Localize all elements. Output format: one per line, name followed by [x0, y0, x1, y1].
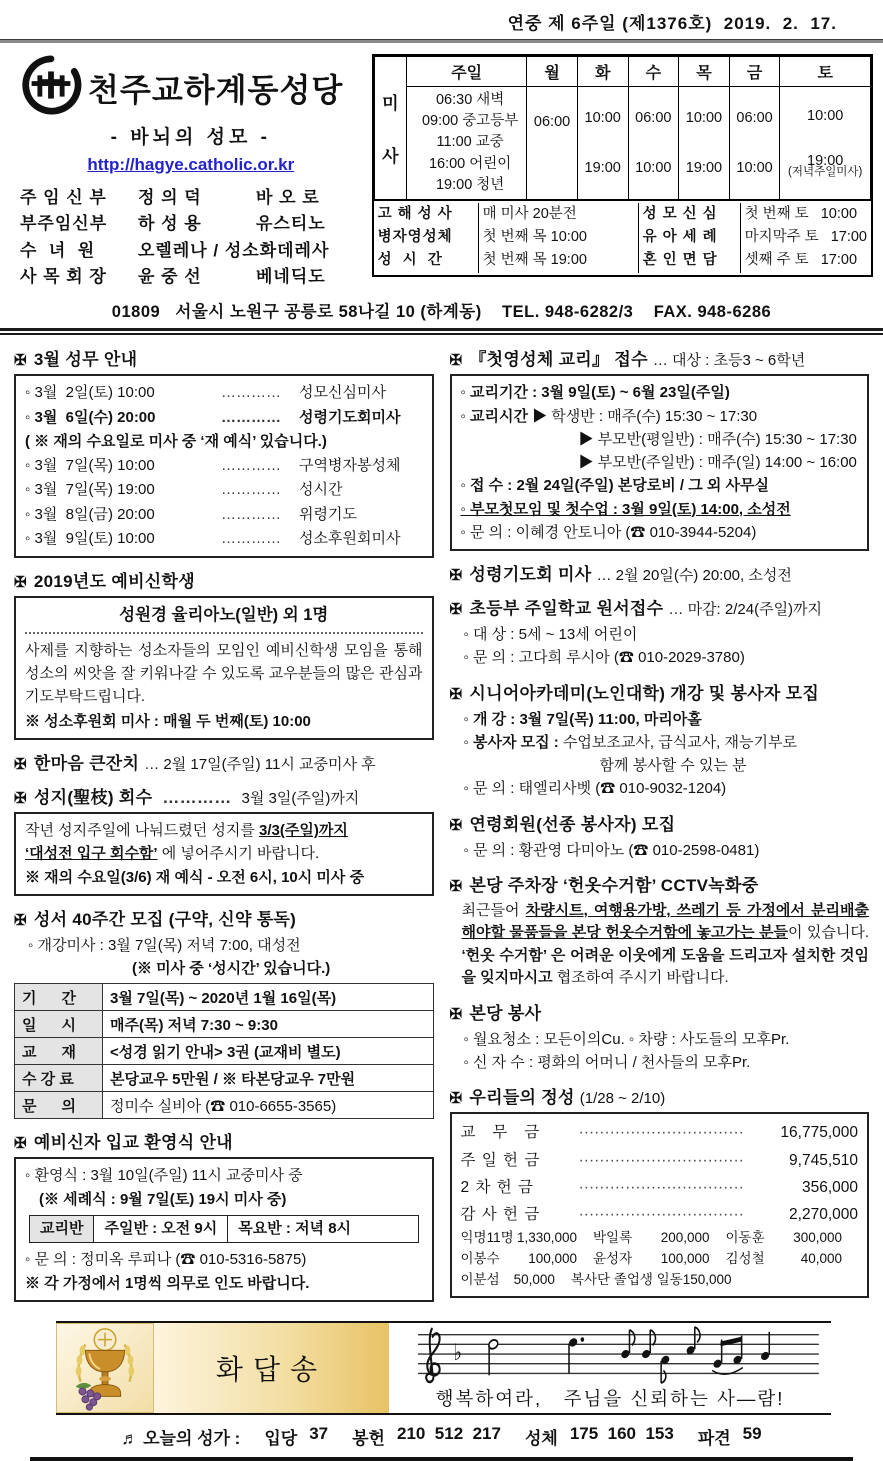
- palm-note: ※ 재의 수요일(3/6) 재 예식 - 오전 6시, 10시 미사 중: [25, 868, 365, 886]
- table-row: 문 의 정미수 실비아 (☎ 010-6655-3565): [15, 1092, 434, 1119]
- schedule-row: ◦ 3월 8일(금) 20:00 ………… 위령기도: [25, 505, 357, 523]
- staff-row: 수 녀 원 오렐레나 / 성소화데레사: [20, 240, 330, 260]
- day-header: 월: [527, 57, 578, 87]
- staff-row: 부주임신부 하 성 용 유스티노: [20, 214, 326, 234]
- welcome-box: [14, 1157, 434, 1302]
- seminarian-name: 성원경 율리아노(일반) 외 1명: [25, 603, 423, 634]
- section-bible40: [14, 905, 434, 1120]
- weekday-times: 10:00 19:00: [577, 87, 628, 200]
- donor-row: 익명11명 1,330,000 박일록 200,000 이동훈 300,000: [460, 1229, 842, 1245]
- table-row: 일 시 매주(목) 저녁 7:30 ~ 9:30: [15, 1011, 434, 1038]
- section-title: 성지(聖枝) 회수: [33, 788, 153, 808]
- chalice-icon: [56, 1323, 154, 1413]
- schedule-row: ◦ 3월 6일(수) 20:00 ………… 성령기도회미사: [25, 408, 401, 426]
- seminarian-body: 사제를 지향하는 성소자들의 모임인 예비신학생 모임을 통해 성소의 씨앗을 잘 키워나갈 수 있도록 교우분들의 많은 관심과 기도부탁드립니다.: [25, 641, 423, 706]
- section-cross-icon: ✠: [14, 790, 27, 808]
- header: [0, 50, 883, 290]
- fc-contact: ◦ 문 의 : 이혜경 안토니아 (☎ 010-3944-5204): [460, 523, 757, 541]
- section-yeonryeong: [450, 810, 870, 862]
- church-url-link[interactable]: http://hagye.catholic.or.kr: [87, 155, 295, 174]
- hymn-item: 성체 175 160 153: [524, 1423, 674, 1448]
- section-title: 초등부 주일학교 원서접수: [469, 599, 664, 619]
- section-cross-icon: ✠: [449, 1090, 463, 1108]
- ss-target: ◦ 대 상 : 5세 ~ 13세 어린이: [463, 626, 638, 644]
- section-cross-icon: ✠: [449, 352, 463, 370]
- saturday-times: 10:00 19:00 (저녁주일미사): [780, 87, 871, 200]
- day-header: 금: [729, 57, 780, 87]
- offering-row: 감 사 헌 금 ································ 2,270,000: [460, 1205, 858, 1223]
- section-cross-icon: ✠: [449, 567, 463, 585]
- schedule-row: ◦ 3월 7일(목) 19:00 ………… 성시간: [25, 481, 343, 499]
- section-title: 본당 주차장 ‘헌옷수거함’ CCTV녹화중: [469, 875, 759, 895]
- church-address: 01809 서울시 노원구 공릉로 58나길 10 (하계동) TEL. 948-6282/3 FAX. 948-6286: [111, 303, 772, 322]
- seminarian-box: [14, 596, 434, 740]
- section-title: 연령회원(선종 봉사자) 모집: [469, 814, 676, 834]
- psalm-lyrics: 행복하여라, 주님을 신뢰하는 사―람!: [435, 1387, 785, 1409]
- section-cross-icon: ✠: [14, 574, 27, 592]
- fc-register: ◦ 접 수 : 2월 24일(주일) 본당로비 / 그 외 사무실: [460, 477, 770, 495]
- palm-deadline: 3월 3일(주일)까지: [241, 790, 360, 808]
- section-title: 성서 40주간 모집 (구약, 신약 통독): [33, 909, 297, 929]
- sacrament-row: 성 시 간 첫 번째 목 19:00 혼 인 면 담 셋째 주 토 17:00: [374, 249, 871, 272]
- weekday-times: 10:00 19:00: [679, 87, 730, 200]
- section-title: 『첫영성체 교리』 접수: [469, 350, 648, 370]
- section-title: 시니어아카데미(노인대학) 개강 및 봉사자 모집: [469, 683, 820, 703]
- service-line: ◦ 신 자 수 : 평화의 어머니 / 천사들의 모후Pr.: [463, 1054, 751, 1072]
- fc-first-meeting: ◦ 부모첫모임 및 첫수업 : 3월 9일(토) 14:00, 소성전: [460, 500, 791, 518]
- staff-row: 주 임 신 부 정 의 덕 바 오 로: [20, 188, 320, 207]
- section-cross-icon: ✠: [449, 816, 463, 834]
- table-row: 교 재 <성경 읽기 안내> 3권 (교재비 별도): [15, 1038, 434, 1065]
- offerings-box: [450, 1112, 870, 1297]
- section-spirit-mass: [450, 560, 870, 585]
- first-communion-box: ◦ 교리기간 : 3월 9일(토) ~ 6월 23일(주일) ◦ 교리시간 ▶ 학생반 : 매주(수) 15:30 ~ 17:30 ▶ 부모반(평일반) : 매주(수) 15:30 ~ 17:30 ▶ 부모반(주일반) : 매주(일) 14:00 ~ 16:00 ◦ 접 수 : 2월 24일(주일) 본당로비 / 그 외 사무실 ◦ 부모첫모임 및 첫수업 : 3월 9일(토) 14:00, 소성전 ◦ 문 의 : 이혜경 안토니아 (☎ 010-3944-5204): [450, 374, 870, 551]
- hymn-item: 파견 59: [697, 1423, 762, 1448]
- section-catechumen-welcome: [14, 1128, 434, 1302]
- table-row: 기 간 3월 7일(목) ~ 2020년 1월 16일(목): [15, 984, 434, 1011]
- section-seminarian: [14, 567, 434, 740]
- class-schedule-table: 교리반 주일반 : 오전 9시 목요반 : 저녁 8시: [29, 1215, 419, 1244]
- weekday-times: 06:00 10:00: [628, 87, 679, 200]
- mass-schedule-table: [372, 54, 873, 277]
- service-line: ◦ 월요청소 : 모든이의Cu. ◦ 차량 : 사도들의 모후Pr.: [463, 1030, 790, 1048]
- church-name: 천주교하계동성당: [88, 71, 344, 108]
- section-title: 예비신자 입교 환영식 안내: [33, 1133, 233, 1153]
- section-title: 3월 성무 안내: [33, 350, 138, 370]
- senior-contact: ◦ 문 의 : 태엘리사벳 (☎ 010-9032-1204): [463, 780, 727, 798]
- schedule-note: ( ※ 재의 수요일로 미사 중 ‘재 예식’ 있습니다.): [25, 432, 327, 450]
- cctv-paragraph: 최근들어 차량시트, 여행용가방, 쓰레기 등 가정에서 분리배출 해야할 물품들을 본당 헌옷수거함에 놓고가는 분들이 있습니다. ‘헌옷 수거함’ 은 어려운 이웃에게 도움을 드리고자 설치한 것임을 잊지마시고 협조하여 주시기 바랍니다.: [461, 901, 869, 987]
- sunday-times: 06:30 새벽 09:00 중고등부 11:00 교중 16:00 어린이 19:00 청년: [407, 87, 527, 200]
- section-palm-return: [14, 783, 434, 896]
- church-logo-icon: [20, 54, 82, 121]
- offering-row: 2 차 헌 금 ································ 356,000: [460, 1178, 858, 1196]
- day-header: 주일: [407, 57, 527, 87]
- weekday-times: 06:00 10:00: [729, 87, 780, 200]
- bottom-border: [30, 1457, 853, 1461]
- section-detail: … 대상 : 초등3 ~ 6학년: [652, 352, 806, 370]
- offerings-range: (1/28 ~ 2/10): [579, 1090, 666, 1108]
- schedule-row: ◦ 3월 2일(토) 10:00 ………… 성모신심미사: [25, 384, 386, 402]
- senior-opening: ◦ 개 강 : 3월 7일(목) 11:00, 마리아홀: [463, 710, 702, 728]
- schedule-row: ◦ 3월 9일(토) 10:00 ………… 성소후원회미사: [25, 529, 401, 547]
- music-area: [389, 1323, 831, 1413]
- march-schedule-box: [14, 374, 434, 558]
- bible40-opening-mass: ◦ 개강미사 : 3월 7일(목) 저녁 7:00, 대성전: [28, 936, 301, 954]
- sacrament-row: 고 해 성 사 매 미사 20분전 성 모 신 심 첫 번째 토 10:00: [374, 203, 871, 226]
- section-cross-icon: ✠: [449, 601, 463, 619]
- yeonryeong-contact: ◦ 문 의 : 황관영 다미아노 (☎ 010-2598-0481): [463, 841, 760, 859]
- left-column: [14, 345, 434, 1311]
- section-cross-icon: ✠: [14, 352, 27, 370]
- hymn-item: 입당 37: [264, 1423, 329, 1448]
- baptism-date: (※ 세례식 : 9월 7일(토) 19시 미사 중): [39, 1190, 287, 1208]
- todays-hymns: [0, 1415, 883, 1456]
- table-row: 수 강 료 본당교우 5만원 / ※ 타본당교우 7만원: [15, 1065, 434, 1092]
- section-title: 우리들의 정성: [469, 1088, 575, 1108]
- section-senior-academy: ✠ 시니어아카데미(노인대학) 개강 및 봉사자 모집 ◦ 개 강 : 3월 7일(목) 11:00, 마리아홀 ◦ 봉사자 모집 : 수업보조교사, 급식교사, 재능기부로 함께 봉사할 수 있는 분 ◦ 문 의 : 태엘리사벳 (☎ 010-9032-1204): [450, 679, 870, 801]
- dots-leader: …………: [162, 788, 232, 808]
- section-title: 한마음 큰잔치: [33, 754, 140, 774]
- section-parish-service: [450, 999, 870, 1075]
- day-header: 토: [780, 57, 871, 87]
- day-header: 화: [577, 57, 628, 87]
- section-offerings: [450, 1083, 870, 1297]
- issue-line: 연중 제 6주일 (제1376호) 2019. 2. 17.: [507, 14, 837, 33]
- church-block: [20, 54, 362, 290]
- weekday-times: 06:00: [527, 87, 578, 200]
- section-cross-icon: ✠: [449, 685, 463, 703]
- mass-row-label: 미 사: [374, 57, 406, 200]
- section-march-schedule: [14, 345, 434, 558]
- sacrament-info: [374, 200, 871, 275]
- section-first-communion: [450, 345, 870, 551]
- section-title: 성령기도회 미사: [469, 565, 592, 585]
- section-cross-icon: ✠: [449, 877, 463, 895]
- church-subtitle: - 바뇌의 성모 -: [110, 127, 271, 148]
- section-title: 2019년도 예비신학생: [33, 572, 195, 592]
- offering-row: 교 무 금 ································ 16,775,000: [460, 1124, 858, 1142]
- psalm-label: 화답송: [154, 1323, 389, 1413]
- day-header: 목: [679, 57, 730, 87]
- palm-box: 작년 성지주일에 나눠드렸던 성지를 3/3(주일)까지 ‘대성전 입구 회수함’ 에 넣어주시기 바랍니다. ※ 재의 수요일(3/6) 재 예식 - 오전 6시, 10시 미사 중: [14, 812, 434, 896]
- section-detail: … 2월 20일(수) 20:00, 소성전: [596, 567, 792, 585]
- staff-row: 사 목 회 장 윤 중 선 베네딕도: [20, 267, 326, 287]
- welcome-note: ※ 각 가정에서 1명씩 의무로 인도 바랍니다.: [25, 1274, 310, 1292]
- schedule-row: ◦ 3월 7일(목) 10:00 ………… 구역병자봉성체: [25, 456, 401, 474]
- section-sunday-school: [450, 594, 870, 670]
- section-detail: … 2월 17일(주일) 11시 교중미사 후: [144, 756, 376, 774]
- section-cross-icon: ✠: [14, 911, 27, 929]
- svg-text:♭: ♭: [453, 1339, 463, 1366]
- seminarian-note: ※ 성소후원회 미사 : 매월 두 번째(토) 10:00: [25, 712, 311, 730]
- section-cross-icon: ✠: [449, 1005, 463, 1023]
- music-staff: [395, 1325, 825, 1385]
- hymn-label: ♬ 오늘의 성가 :: [121, 1428, 241, 1448]
- ss-contact: ◦ 문 의 : 고다희 루시아 (☎ 010-2029-3780): [463, 649, 745, 667]
- bible40-table: [14, 983, 434, 1119]
- welcome-date: ◦ 환영식 : 3월 10일(주일) 11시 교중미사 중: [25, 1167, 303, 1185]
- hymn-item: 봉헌 210 512 217: [352, 1423, 501, 1448]
- welcome-contact: ◦ 문 의 : 정미옥 루피나 (☎ 010-5316-5875): [25, 1251, 307, 1269]
- top-divider: [0, 39, 883, 43]
- day-header: 수: [628, 57, 679, 87]
- offering-row: 주 일 헌 금 ································ 9,745,510: [460, 1151, 858, 1169]
- section-cross-icon: ✠: [14, 756, 27, 774]
- donor-row: 이봉수 100,000 윤성자 100,000 김성철 40,000: [460, 1250, 842, 1266]
- section-cctv-notice: [450, 871, 870, 990]
- bible40-note: (※ 미사 중 ‘성시간’ 있습니다.): [132, 960, 331, 978]
- section-detail: … 마감: 2/24(주일)까지: [668, 601, 823, 619]
- section-divider: [0, 328, 883, 335]
- sacrament-row: 병자영성체 첫 번째 목 10:00 유 아 세 례 마지막주 토 17:00: [374, 226, 871, 249]
- section-cross-icon: ✠: [14, 1135, 27, 1153]
- section-feast: [14, 749, 434, 774]
- right-column: [450, 345, 870, 1311]
- donor-row: 이분섬 50,000 복사단 졸업생 일동 150,000: [460, 1271, 732, 1287]
- fc-period: ◦ 교리기간 : 3월 9일(토) ~ 6월 23일(주일): [460, 384, 730, 402]
- responsorial-psalm-banner: [56, 1321, 831, 1415]
- section-title: 본당 봉사: [469, 1003, 542, 1023]
